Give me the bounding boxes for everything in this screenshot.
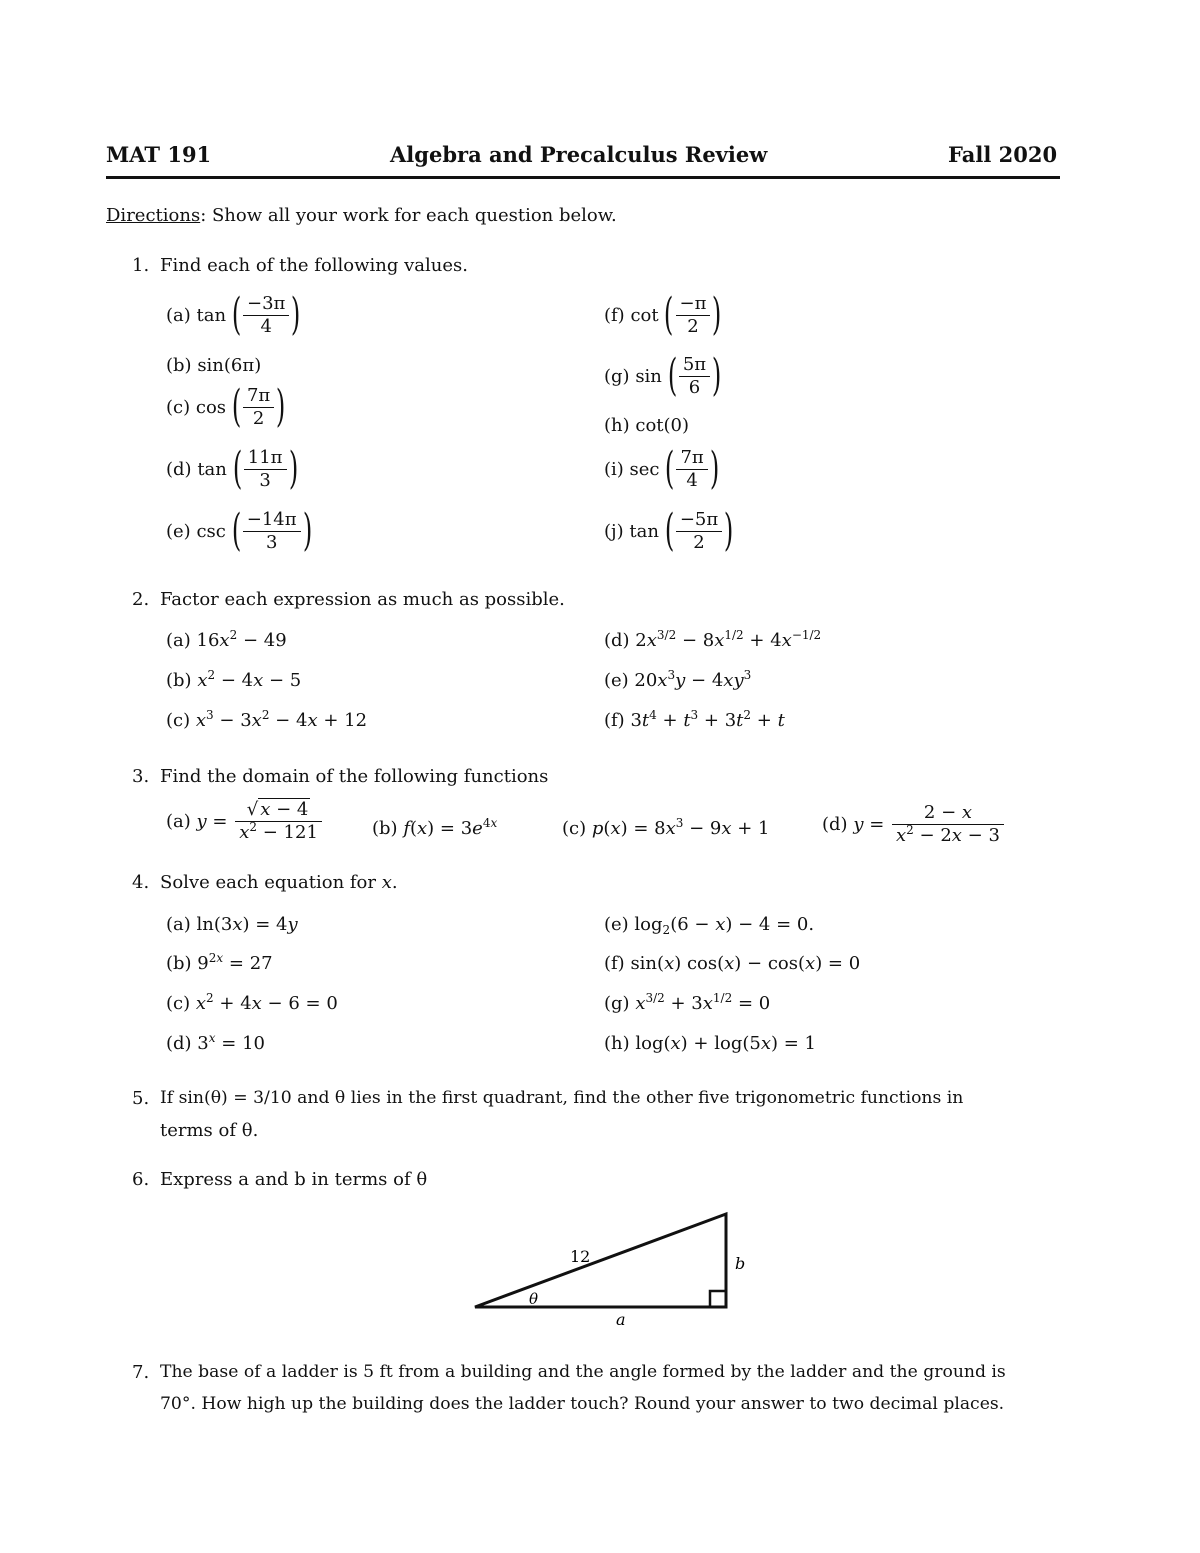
q4-item-a: (a) ln(3x) = 4y (166, 914, 298, 935)
q1-item-a: (a) tan ( −3π 4 ) (166, 289, 301, 340)
q2-item-c: (c) $x^3 - 3x^2 - 4x + 12$ (166, 708, 368, 731)
angle-label: θ (529, 1290, 539, 1308)
q5-line2: terms of θ. (160, 1120, 259, 1141)
hypotenuse-label: 12 (570, 1247, 591, 1266)
q1-item-g: (g) sin ( 5π 6 ) (604, 350, 722, 401)
q3-number: 3. (132, 766, 150, 787)
course-code: MAT 191 (106, 142, 212, 167)
q4-item-h: (h) log(x) + log(5x) = 1 (604, 1033, 816, 1054)
q1-item-e: (e) csc ( −14π 3 ) (166, 505, 312, 556)
opposite-label: b (735, 1254, 746, 1273)
q1-item-c: (c) cos ( 7π 2 ) (166, 381, 286, 432)
triangle (475, 1214, 726, 1307)
adjacent-label: a (616, 1310, 626, 1329)
q4-number: 4. (132, 872, 150, 893)
q5-line1: If sin(θ) = 3/10 and θ lies in the first quadrant, find the other five trigonometric functions in (160, 1088, 964, 1108)
q7-number: 7. (132, 1362, 150, 1383)
q7-line1: The base of a ladder is 5 ft from a building and the angle formed by the ladder and the ground is (160, 1362, 1006, 1382)
q1-item-b: (b) sin(6π) (166, 355, 262, 376)
q3-item-d: (d) y = 2 − x $x^2 - 2x - 3$ (822, 803, 1006, 846)
directions-text: : Show all your work for each question below. (200, 205, 617, 226)
q3-item-b: (b) $f(x) = 3e^{4x}$ (372, 816, 498, 839)
q7-line2: 70°. How high up the building does the ladder touch? Round your answer to two decimal places. (160, 1394, 1005, 1414)
q4-item-b: (b) $9^{2x} = 27$ (166, 951, 273, 974)
term: Fall 2020 (948, 142, 1058, 167)
directions (106, 205, 617, 226)
q4-prompt: Solve each equation for x. (160, 872, 398, 893)
q2-prompt: Factor each expression as much as possible. (160, 589, 565, 610)
q2-number: 2. (132, 589, 150, 610)
q2-item-e: (e) $20x^3y - 4xy^3$ (604, 668, 752, 691)
q4-item-c: (c) $x^2 + 4x - 6 = 0$ (166, 991, 338, 1014)
q4-item-d: (d) $3^x = 10$ (166, 1031, 265, 1054)
q6-number: 6. (132, 1169, 150, 1190)
q4-item-g: (g) $x^{3/2} + 3x^{1/2} = 0$ (604, 991, 771, 1014)
right-triangle-diagram (460, 1200, 760, 1335)
q1-prompt: Find each of the following values. (160, 255, 468, 276)
q4-item-e: (e) $\log_2(6 - x) - 4 = 0$. (604, 914, 815, 937)
q6-prompt: Express a and b in terms of θ (160, 1169, 428, 1190)
directions-label: Directions (106, 205, 201, 226)
q2-item-d: (d) $2x^{3/2} - 8x^{1/2} + 4x^{-1/2}$ (604, 628, 822, 651)
header-rule (106, 176, 1060, 179)
q3-item-a: (a) y = √ x − 4 $x^2 - 121$ (166, 800, 324, 843)
q1-item-j: (j) tan ( −5π 2 ) (604, 505, 734, 556)
q1-number: 1. (132, 255, 150, 276)
q2-item-b: (b) $x^2 - 4x - 5$ (166, 668, 302, 691)
q1-item-h: (h) cot(0) (604, 415, 690, 436)
page-title: Algebra and Precalculus Review (390, 142, 768, 167)
q1-item-i: (i) sec ( 7π 4 ) (604, 443, 720, 494)
q5-number: 5. (132, 1088, 150, 1109)
q2-item-f: (f) $3t^4 + t^3 + 3t^2 + t$ (604, 708, 785, 731)
q3-prompt: Find the domain of the following functions (160, 766, 549, 787)
q3-item-c: (c) $p(x) = 8x^3 - 9x + 1$ (562, 816, 770, 839)
q1-item-d: (d) tan ( 11π 3 ) (166, 443, 298, 494)
q4-item-f: (f) sin(x) cos(x) − cos(x) = 0 (604, 953, 861, 974)
right-angle-marker (710, 1291, 726, 1307)
q1-item-f: (f) cot ( −π 2 ) (604, 289, 722, 340)
q2-item-a: (a) $16x^2 - 49$ (166, 628, 287, 651)
